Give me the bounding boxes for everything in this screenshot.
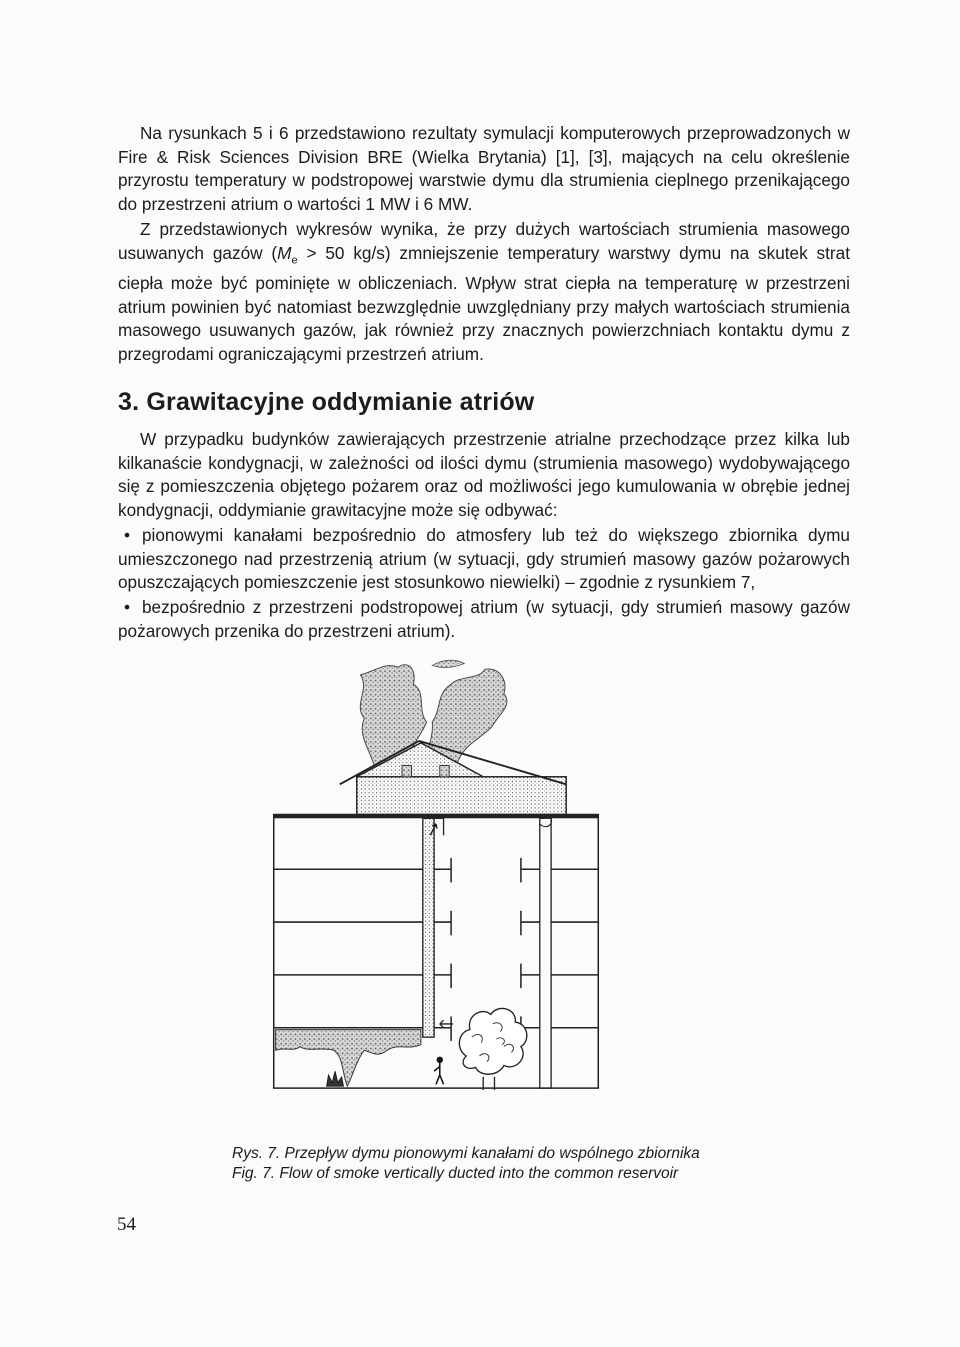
mass-flow-symbol: M (277, 242, 292, 263)
paragraph-heat-loss: Z przedstawionych wykresów wynika, że przy dużych wartościach strumienia masowego usuwanych gazów ($M_e > 50$ kg/s) zmniejszenie temperatury warstwy dymu na skutek strat ciepła może być pominięte w obliczeniach. Wpływ strat ciepła na temperaturę w przestrzeni atrium powinien być natomiast bezwzględnie uwzględniany przy małych wartościach strumienia masowego usuwanych gazów, jak również przy znacznych powierzchniach kontaktu dymu z przegrodami ograniczającymi przestrzeń atrium. (118, 219, 850, 364)
left-smoke-duct (423, 818, 434, 1037)
right-smoke-duct (540, 818, 551, 1088)
smoke-wisp (432, 660, 464, 667)
paragraph-simulation-results: Na rysunkach 5 i 6 przedstawiono rezultaty symulacji komputerowych przeprowadzonych w Fire & Risk Sciences Division BRE (Wielka Brytania) [1], [3], mających na celu określenie przyrostu temperatury w podstropowej warstwie dymu dla strumienia cieplnego przenikającego do przestrzeni atrium o wartości 1 MW i 6 MW. (118, 123, 850, 214)
page-number: 54 (117, 1214, 136, 1235)
tree-icon (459, 1008, 526, 1090)
bullet-item-direct-venting: • bezpośrednio z przestrzeni podstropowej atrium (w sytuacji, gdy strumień masowy gazów pożarowych przenika do przestrzeni atrium). (118, 597, 850, 641)
mass-flow-subscript: e (291, 253, 298, 266)
bullet-marker: • (124, 597, 131, 617)
fire-flames-icon (327, 1071, 344, 1086)
figure-caption-english: Fig. 7. Flow of smoke vertically ducted into the common reservoir (232, 1165, 679, 1182)
section-heading: 3. Grawitacyjne oddymianie atriów (118, 388, 535, 416)
reservoir-body (357, 777, 566, 815)
fire-room-smoke-layer (276, 1030, 421, 1087)
floor-slabs-right (521, 858, 598, 1041)
bullet-marker: • (124, 525, 131, 545)
bullet-item-vertical-ducts: • pionowymi kanałami bezpośrednio do atmosfery lub też do większego zbiornika dymu umieszczonego nad przestrzenią atrium (w sytuacji, gdy strumień masowy gazów pożarowych opuszczających pomieszczenie jest stosunkowo niewielki) – zgodnie z rysunkiem 7, (118, 525, 850, 592)
paragraph-gravity-venting: W przypadku budynków zawierających przestrzenie atrialne przechodzące przez kilka lub kilkanaście kondygnacji, w zależności od ilości dymu (strumienia masowego) wydobywającego się z pomieszczenia objętego pożarem oraz od możliwości jego kumulowania w obrębie jednej kondygnacji, oddymianie grawitacyjne może się odbywać: (118, 429, 850, 520)
figure-caption-polish: Rys. 7. Przepływ dymu pionowymi kanałami do wspólnego zbiornika (232, 1145, 700, 1162)
smoke-flow-diagram (266, 656, 606, 1090)
person-icon (434, 1057, 443, 1084)
